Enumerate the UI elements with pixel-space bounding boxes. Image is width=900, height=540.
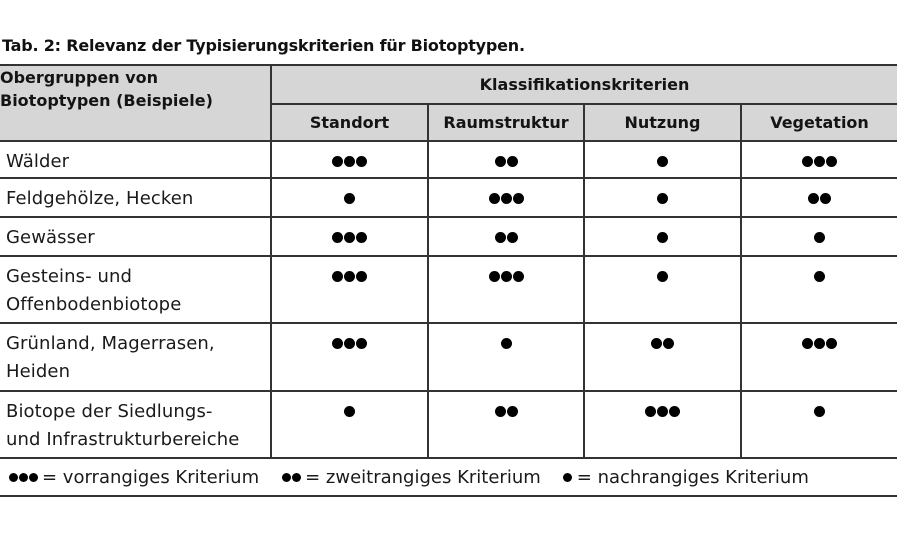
dot-icon (495, 232, 506, 243)
name-line-2: Offenbodenbiotope (6, 294, 182, 315)
legend-row (0, 458, 897, 496)
group-header-line2: Biotoptypen (Beispiele) (0, 91, 213, 110)
dot-icon (820, 193, 831, 204)
relevance-dots-icon (332, 156, 368, 167)
name-line-1: Gewässer (6, 227, 95, 248)
dot-icon (344, 338, 355, 349)
dot-icon (507, 156, 518, 167)
table-row (0, 141, 897, 178)
relevance-cell-nutzung (584, 391, 741, 458)
relevance-cell-standort (271, 141, 428, 178)
biotope-group-name (0, 217, 271, 256)
dot-icon (495, 406, 506, 417)
relevance-dots-icon (814, 406, 826, 417)
relevance-dots-icon (488, 193, 524, 204)
dot-icon (501, 193, 512, 204)
table-row (0, 256, 897, 323)
dot-icon (344, 406, 355, 417)
table-row (0, 323, 897, 391)
name-line-2: und Infrastrukturbereiche (6, 429, 240, 450)
dot-icon (826, 156, 837, 167)
column-header-vegetation: Vegetation (741, 104, 897, 141)
relevance-cell-vegetation (741, 178, 897, 217)
dot-icon (651, 338, 662, 349)
dot-icon (563, 473, 572, 482)
dot-icon (332, 271, 343, 282)
name-line-1: Biotope der Siedlungs- (6, 401, 213, 422)
relevance-dots-icon (645, 406, 681, 417)
dot-icon (344, 271, 355, 282)
relevance-cell-standort (271, 391, 428, 458)
relevance-dots-icon (814, 271, 826, 282)
relevance-cell-vegetation (741, 391, 897, 458)
name-line-2: Heiden (6, 361, 71, 382)
dot-icon (826, 338, 837, 349)
dot-icon (489, 271, 500, 282)
relevance-dots-icon (651, 338, 675, 349)
column-header-standort: Standort (271, 104, 428, 141)
biotope-group-name (0, 256, 271, 323)
relevance-cell-standort (271, 256, 428, 323)
relevance-cell-raumstruktur (428, 217, 584, 256)
dot-icon (29, 473, 38, 482)
legend-label: = zweitrangiges Kriterium (305, 467, 541, 488)
group-header-line1: Obergruppen von (0, 68, 159, 87)
biotope-group-name (0, 141, 271, 178)
dot-icon (344, 232, 355, 243)
relevance-dots-icon (332, 271, 368, 282)
relevance-cell-vegetation (741, 217, 897, 256)
legend-label: = nachrangiges Kriterium (576, 467, 809, 488)
table-row (0, 178, 897, 217)
relevance-dots-icon (494, 156, 518, 167)
relevance-dots-icon (344, 193, 356, 204)
name-line-1: Gesteins- und (6, 266, 133, 287)
dot-icon (507, 406, 518, 417)
dot-icon (657, 232, 668, 243)
dot-icon (657, 156, 668, 167)
dot-icon (802, 338, 813, 349)
legend-item (8, 467, 259, 488)
dot-icon (19, 473, 28, 482)
relevance-cell-vegetation (741, 323, 897, 391)
dot-icon (507, 232, 518, 243)
dot-icon (344, 156, 355, 167)
dot-icon (645, 406, 656, 417)
legend-label: = vorrangiges Kriterium (42, 467, 260, 488)
relevance-cell-raumstruktur (428, 323, 584, 391)
relevance-dots-icon (657, 156, 669, 167)
group-column-header (0, 65, 271, 141)
relevance-cell-standort (271, 178, 428, 217)
dot-icon (663, 338, 674, 349)
relevance-dots-icon (500, 338, 512, 349)
dot-icon (495, 156, 506, 167)
relevance-cell-nutzung (584, 178, 741, 217)
name-line-1: Feldgehölze, Hecken (6, 188, 194, 209)
relevance-dots-icon (802, 156, 838, 167)
relevance-cell-vegetation (741, 256, 897, 323)
dot-icon (802, 156, 813, 167)
dot-icon (332, 232, 343, 243)
biotope-group-name (0, 323, 271, 391)
relevance-dots-icon (494, 406, 518, 417)
relevance-dots-icon (332, 232, 368, 243)
dot-icon (814, 271, 825, 282)
legend-dots-icon (281, 473, 301, 482)
relevance-cell-raumstruktur (428, 256, 584, 323)
relevance-dots-icon (494, 232, 518, 243)
dot-icon (814, 338, 825, 349)
relevance-cell-standort (271, 323, 428, 391)
legend (0, 458, 897, 496)
relevance-cell-nutzung (584, 141, 741, 178)
biotope-criteria-table (0, 64, 897, 497)
dot-icon (356, 271, 367, 282)
dot-icon (808, 193, 819, 204)
table-row (0, 217, 897, 256)
relevance-cell-raumstruktur (428, 391, 584, 458)
dot-icon (814, 406, 825, 417)
name-line-1: Wälder (6, 151, 70, 172)
dot-icon (657, 406, 668, 417)
relevance-cell-nutzung (584, 323, 741, 391)
relevance-dots-icon (814, 232, 826, 243)
legend-dots-icon (563, 473, 573, 482)
dot-icon (9, 473, 18, 482)
relevance-dots-icon (657, 193, 669, 204)
biotope-group-name (0, 178, 271, 217)
dot-icon (332, 338, 343, 349)
dot-icon (332, 156, 343, 167)
dot-icon (489, 193, 500, 204)
dot-icon (657, 193, 668, 204)
dot-icon (501, 338, 512, 349)
legend-dots-icon (8, 473, 38, 482)
dot-icon (501, 271, 512, 282)
column-header-raumstruktur: Raumstruktur (428, 104, 584, 141)
relevance-dots-icon (344, 406, 356, 417)
relevance-cell-raumstruktur (428, 178, 584, 217)
relevance-dots-icon (488, 271, 524, 282)
dot-icon (814, 232, 825, 243)
dot-icon (344, 193, 355, 204)
relevance-cell-standort (271, 217, 428, 256)
dot-icon (356, 232, 367, 243)
relevance-cell-nutzung (584, 256, 741, 323)
dot-icon (513, 193, 524, 204)
legend-item (281, 467, 541, 488)
dot-icon (356, 338, 367, 349)
relevance-dots-icon (332, 338, 368, 349)
relevance-cell-raumstruktur (428, 141, 584, 178)
dot-icon (657, 271, 668, 282)
dot-icon (292, 473, 301, 482)
column-header-nutzung: Nutzung (584, 104, 741, 141)
dot-icon (669, 406, 680, 417)
relevance-dots-icon (802, 338, 838, 349)
relevance-cell-nutzung (584, 217, 741, 256)
dot-icon (356, 156, 367, 167)
dot-icon (282, 473, 291, 482)
relevance-dots-icon (808, 193, 832, 204)
legend-item (563, 467, 809, 488)
dot-icon (513, 271, 524, 282)
criteria-super-header: Klassifikationskriterien (271, 65, 897, 104)
relevance-cell-vegetation (741, 141, 897, 178)
dot-icon (814, 156, 825, 167)
relevance-dots-icon (657, 232, 669, 243)
name-line-1: Grünland, Magerrasen, (6, 333, 215, 354)
biotope-group-name (0, 391, 271, 458)
table-caption: Tab. 2: Relevanz der Typisierungskriterien für Biotoptypen. (2, 36, 525, 55)
table-row (0, 391, 897, 458)
relevance-dots-icon (657, 271, 669, 282)
